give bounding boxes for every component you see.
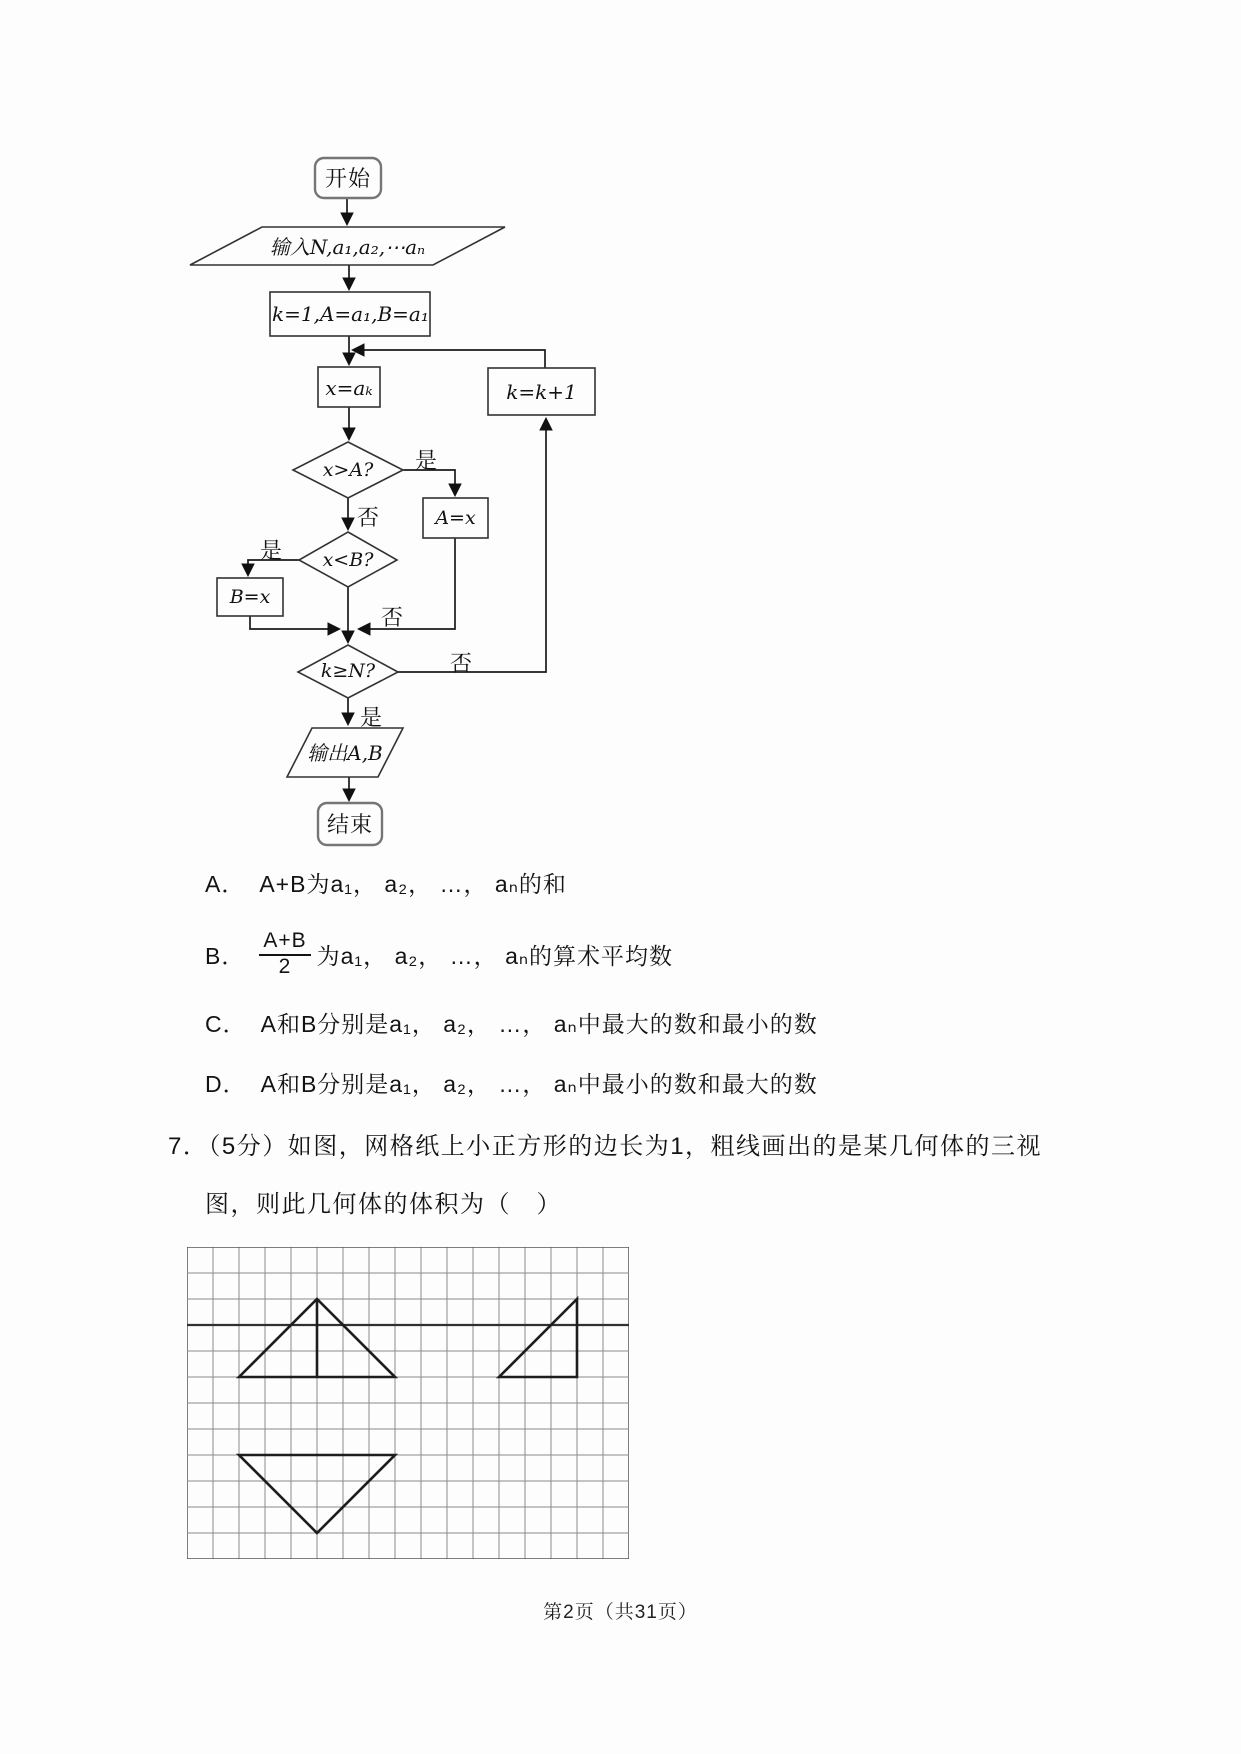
- cond-end-label: k≥N?: [320, 660, 376, 682]
- no-label-cond3: 否: [449, 651, 472, 676]
- page-footer: 第2页（共31页）: [543, 1602, 698, 1623]
- three-view-figure: [187, 1247, 629, 1559]
- no-label-cond2: 否: [380, 605, 403, 630]
- assign-x-label: x=aₖ: [325, 376, 373, 400]
- init-label: k=1,A=a₁,B=a₁: [272, 302, 429, 326]
- cond-greater-label: x>A?: [322, 459, 374, 481]
- assign-a-label: A=x: [435, 507, 476, 529]
- option-b-letter: B．: [205, 942, 246, 969]
- yes-label-cond1: 是: [414, 448, 437, 473]
- option-d: [205, 1066, 818, 1099]
- yes-label-cond3: 是: [359, 705, 382, 730]
- cond-less-label: x<B?: [322, 549, 374, 571]
- option-c-text: A和B分别是a₁， a₂， …， aₙ中最大的数和最小的数: [260, 1011, 818, 1037]
- option-b: [205, 922, 673, 986]
- option-d-text: A和B分别是a₁， a₂， …， aₙ中最小的数和最大的数: [260, 1071, 818, 1097]
- option-c: [205, 1006, 818, 1039]
- option-a-letter: A．: [205, 871, 246, 897]
- output-label: 输出A,B: [307, 741, 383, 765]
- option-d-letter: D．: [205, 1071, 247, 1097]
- option-b-text: 为a₁， a₂， …， aₙ的算术平均数: [316, 942, 674, 969]
- fraction: [259, 930, 310, 977]
- increment-label: k=k+1: [506, 380, 577, 404]
- option-a-text: A+B为a₁， a₂， …， aₙ的和: [259, 871, 567, 897]
- flowchart-diagram: [0, 0, 700, 870]
- yes-label-cond2: 是: [259, 538, 282, 563]
- option-c-letter: C．: [205, 1011, 247, 1037]
- edge-increment-loop: [353, 350, 545, 368]
- end-label: 结束: [326, 812, 373, 837]
- start-label: 开始: [324, 166, 371, 191]
- fraction-numerator: A+B: [259, 930, 310, 955]
- assign-b-label: B=x: [229, 586, 271, 608]
- side-view-triangle: [499, 1299, 577, 1377]
- fraction-denominator: 2: [278, 954, 292, 978]
- input-label: 输入N,a₁,a₂,⋯aₙ: [269, 235, 426, 259]
- question-7-line1: 7．（5分）如图，网格纸上小正方形的边长为1，粗线画出的是某几何体的三视: [168, 1133, 1043, 1160]
- question-7-line2: 图，则此几何体的体积为（ ）: [205, 1191, 562, 1218]
- option-a: [205, 866, 567, 899]
- no-label-cond1: 否: [356, 505, 379, 530]
- edge-assignb-junction: [250, 616, 339, 629]
